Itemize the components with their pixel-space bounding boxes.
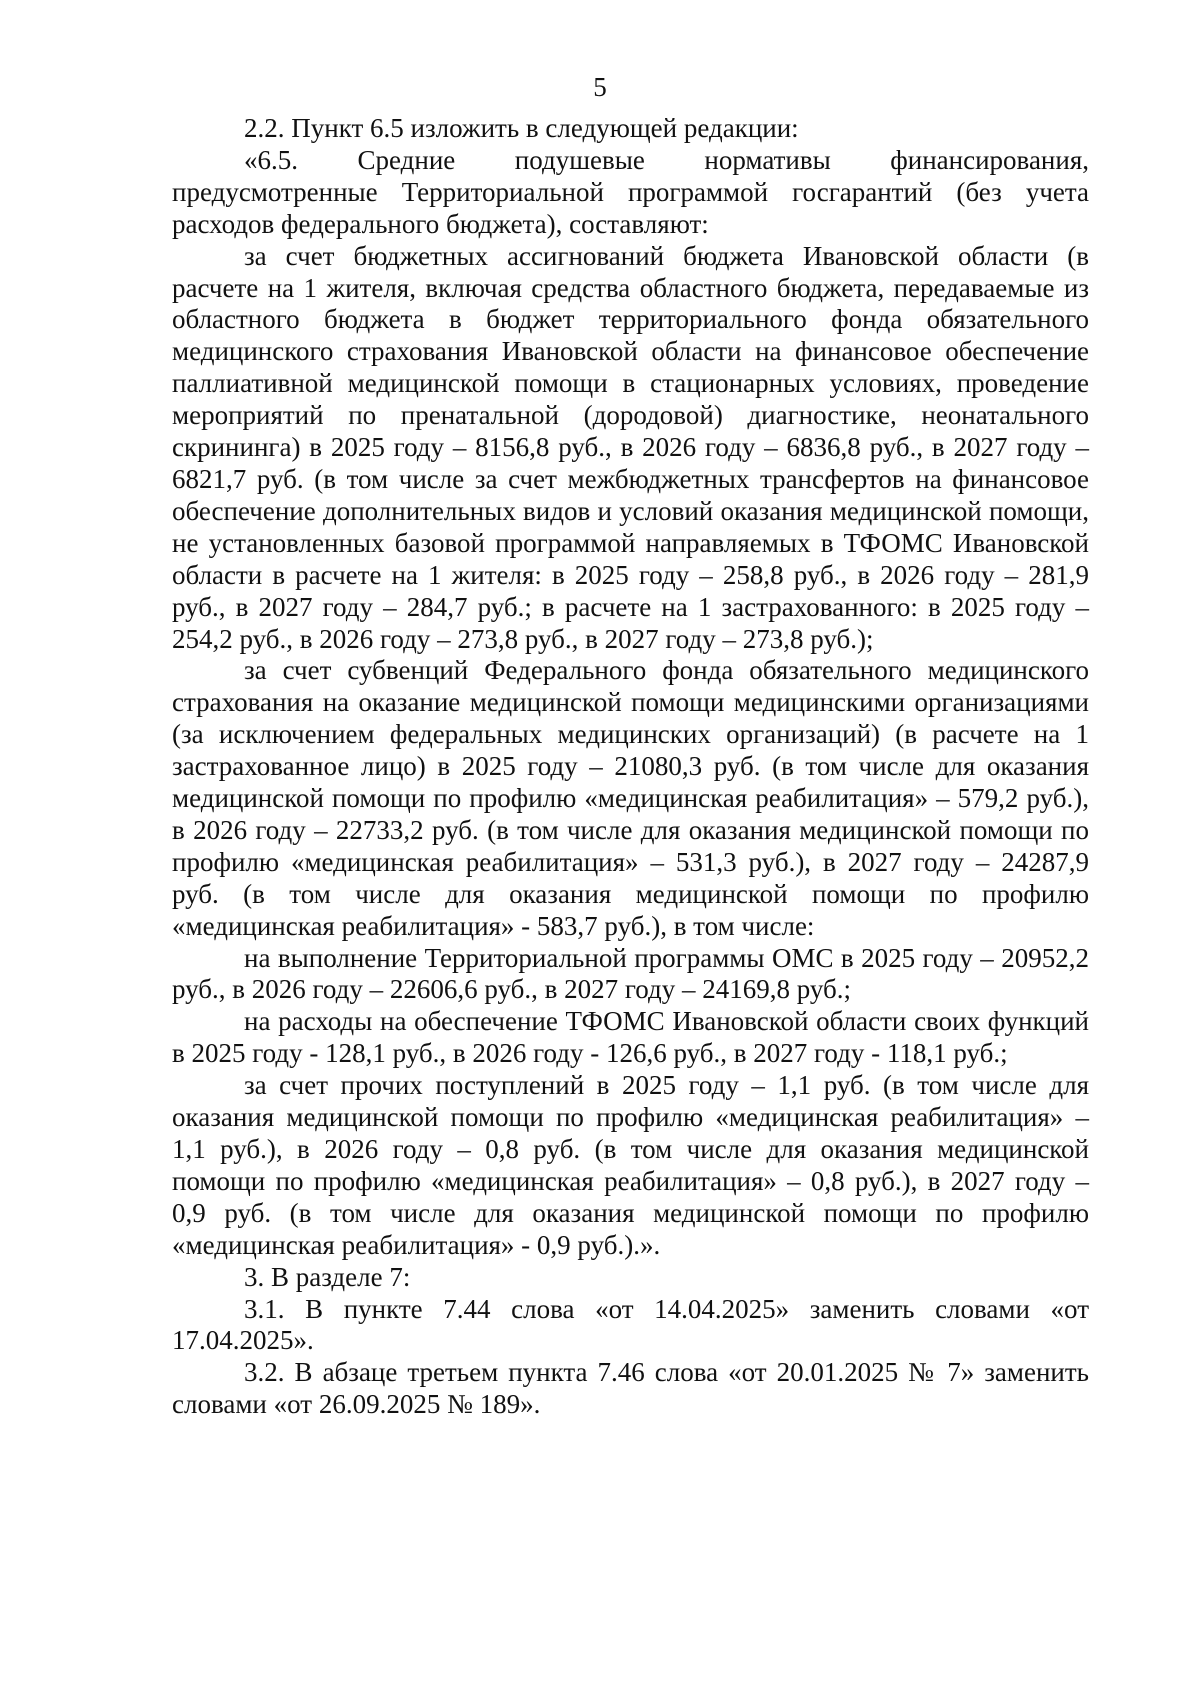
paragraph-2-2: 2.2. Пункт 6.5 изложить в следующей редакции:	[244, 113, 799, 143]
document-body	[172, 113, 1089, 1421]
paragraph-federal-subventions: за счет субвенций Федерального фонда обязательного медицинского страхования на оказание медицинской помощи медицинскими организациями (за исключением федеральных медицинских организаций) (в расчете на 1 застрахованное лицо) в 2025 году – 21080,3 руб. (в том числе для оказания медицинской помощи по профилю «медицинская реабилитация» – 579,2 руб.), в 2026 году – 22733,2 руб. (в том числе для оказания медицинской помощи по профилю «медицинская реабилитация» – 531,3 руб.), в 2027 году – 24287,9 руб. (в том числе для оказания медицинской помощи по профилю «медицинская реабилитация» - 583,7 руб.), в том числе:	[172, 655, 1089, 941]
paragraph-budget-allocations: за счет бюджетных ассигнований бюджета Ивановской области (в расчете на 1 жителя, включая средства областного бюджета, передаваемые из областного бюджета в бюджет территориального фонда обязательного медицинского страхования Ивановской области на финансовое обеспечение паллиативной медицинской помощи в стационарных условиях, проведение мероприятий по пренатальной (дородовой) диагностике, неонатального скрининга) в 2025 году – 8156,8 руб., в 2026 году – 6836,8 руб., в 2027 году – 6821,7 руб. (в том числе за счет межбюджетных трансфертов на финансовое обеспечение дополнительных видов и условий оказания медицинской помощи, не установленных базовой программой направляемых в ТФОМС Ивановской области в расчете на 1 жителя: в 2025 году – 258,8 руб., в 2026 году – 281,9 руб., в 2027 году – 284,7 руб.; в расчете на 1 застрахованного: в 2025 году – 254,2 руб., в 2026 году – 273,8 руб., в 2027 году – 273,8 руб.);	[172, 240, 1089, 654]
paragraph-tfoms-expenses: на расходы на обеспечение ТФОМС Ивановской области своих функций в 2025 году - 128,1 руб., в 2026 году - 126,6 руб., в 2027 году - 118,1 руб.;	[172, 1006, 1089, 1069]
paragraph-other-receipts: за счет прочих поступлений в 2025 году – 1,1 руб. (в том числе для оказания медицинской помощи по профилю «медицинская реабилитация» – 1,1 руб.), в 2026 году – 0,8 руб. (в том числе для оказания медицинской помощи по профилю «медицинская реабилитация» – 0,8 руб.), в 2027 году – 0,9 руб. (в том числе для оказания медицинской помощи по профилю «медицинская реабилитация» - 0,9 руб.).».	[172, 1070, 1089, 1260]
page-number: 5	[593, 72, 607, 102]
paragraph-section-3: 3. В разделе 7:	[244, 1261, 411, 1292]
paragraph-3-2: 3.2. В абзаце третьем пункта 7.46 слова «от 20.01.2025 № 7» заменить словами «от 26.09.2025 № 189».	[172, 1357, 1089, 1420]
paragraph-3-1: 3.1. В пункте 7.44 слова «от 14.04.2025» заменить словами «от 17.04.2025».	[172, 1293, 1089, 1356]
paragraph-6-5-intro: «6.5. Средние подушевые нормативы финансирования, предусмотренные Территориальной программой госгарантий (без учета расходов федерального бюджета), составляют:	[172, 144, 1089, 239]
paragraph-territorial-program: на выполнение Территориальной программы ОМС в 2025 году – 20952,2 руб., в 2026 году – 22606,6 руб., в 2027 году – 24169,8 руб.;	[172, 942, 1089, 1005]
